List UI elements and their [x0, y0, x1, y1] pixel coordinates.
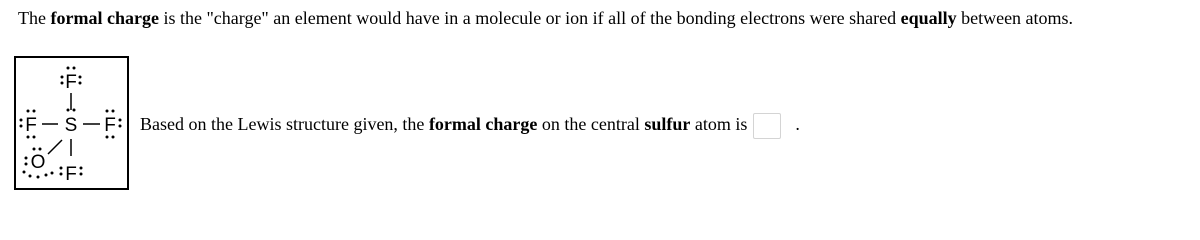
intro-part-1: The — [18, 8, 51, 28]
intro-part-3: between atoms. — [956, 8, 1074, 28]
atom-bottom-fluorine: F — [65, 164, 77, 185]
lewis-structure-box — [14, 56, 129, 190]
question-part-1: Based on the Lewis structure given, the — [140, 114, 429, 134]
question-end-period: . — [795, 114, 800, 134]
atom-oxygen: O — [30, 152, 46, 173]
atom-central-sulfur: S — [64, 115, 78, 136]
lewis-structure-diagram — [16, 58, 127, 188]
question-text — [140, 112, 800, 139]
question-part-3: atom is — [690, 114, 748, 134]
atom-top-fluorine: F — [65, 72, 77, 93]
question-bold-sulfur: sulfur — [644, 114, 691, 134]
intro-bold-equally: equally — [900, 8, 957, 28]
intro-text — [18, 6, 1073, 30]
atom-right-fluorine: F — [104, 115, 116, 136]
atom-left-fluorine: F — [25, 115, 37, 136]
intro-part-2: is the "charge" an element would have in a molecule or ion if all of the bonding electrons were shared — [158, 8, 901, 28]
question-bold-formal-charge: formal charge — [428, 114, 538, 134]
question-part-2: on the central — [537, 114, 645, 134]
bond-s-oxygen — [48, 140, 62, 154]
formal-charge-answer-input[interactable] — [753, 113, 781, 139]
intro-bold-formal-charge: formal charge — [50, 8, 159, 28]
